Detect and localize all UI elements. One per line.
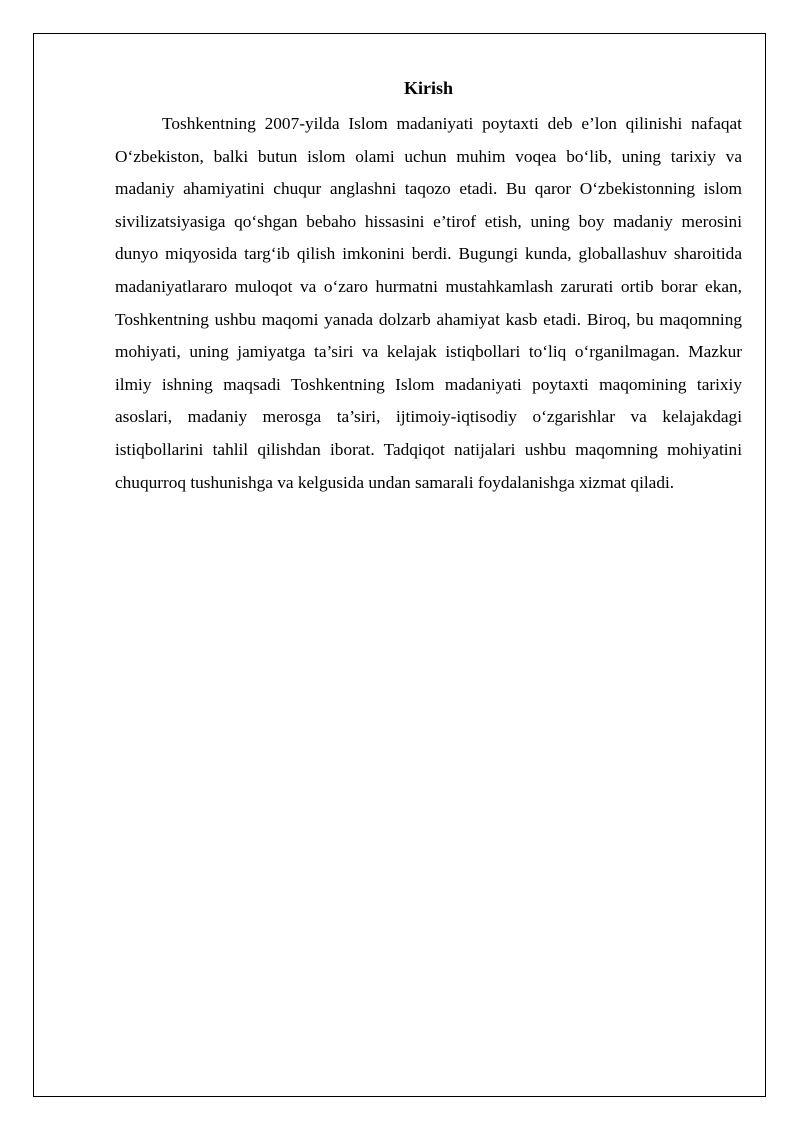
intro-paragraph: Toshkentning 2007-yilda Islom madaniyati poytaxti deb e’lon qilinishi nafaqat O‘zbekiston, balki butun islom olami uchun muhim voqea bo‘lib, uning tarixiy va madaniy ahamiyatini chuqur anglashni taqozo etadi. Bu qaror O‘zbekistonning islom sivilizatsiyasiga qo‘shgan bebaho hissasini e’tirof etish, uning boy madaniy merosini dunyo miqyosida targ‘ib qilish imkonini berdi. Bugungi kunda, globallashuv sharoitida madaniyatlararo muloqot va o‘zaro hurmatni mustahkamlash zarurati ortib borar ekan, Toshkentning ushbu maqomi yanada dolzarb ahamiyat kasb etadi. Biroq, bu maqomning mohiyati, uning jamiyatga ta’siri va kelajak istiqbollari to‘liq o‘rganilmagan. Mazkur ilmiy ishning maqsadi Toshkentning Islom madaniyati poytaxti maqomining tarixiy asoslari, madaniy merosga ta’siri, ijtimoiy-iqtisodiy o‘zgarishlar va kelajakdagi istiqbollarini tahlil qilishdan iborat. Tadqiqot natijalari ushbu maqomning mohiyatini chuqurroq tushunishga va kelgusida undan samarali foydalanishga xizmat qiladi. xyxy=(115,114,742,492)
document-body xyxy=(115,76,742,499)
section-heading: Kirish xyxy=(403,78,453,98)
